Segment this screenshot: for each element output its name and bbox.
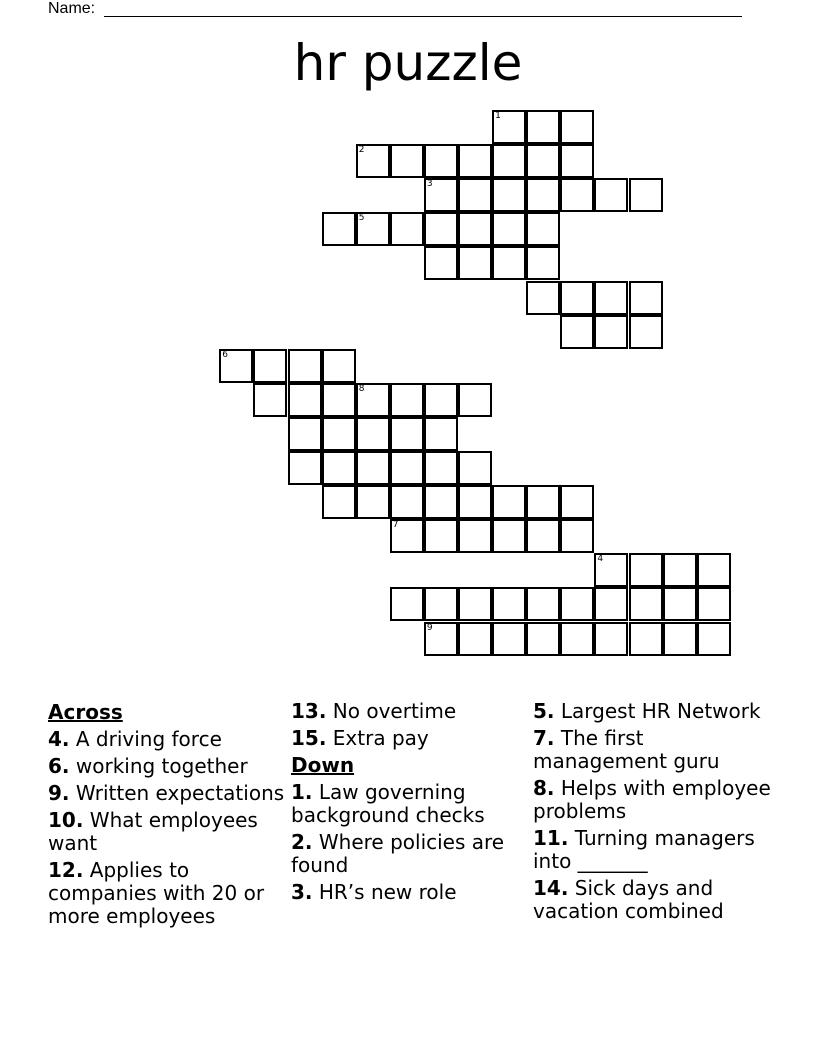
- clue-down-14: [533, 877, 773, 923]
- crossword-cell[interactable]: [390, 417, 424, 451]
- clue-text: Written expectations: [75, 781, 285, 805]
- clue-text: No overtime: [332, 699, 457, 723]
- crossword-cell[interactable]: [663, 622, 697, 656]
- crossword-cell[interactable]: [629, 178, 663, 212]
- clue-text: Law governing background checks: [291, 780, 485, 827]
- clue-text: What employees want: [48, 808, 258, 855]
- crossword-cell[interactable]: [560, 315, 594, 349]
- crossword-cell[interactable]: [560, 178, 594, 212]
- crossword-cell[interactable]: [526, 622, 560, 656]
- clue-number: 9.: [48, 781, 70, 805]
- crossword-cell[interactable]: [356, 451, 390, 485]
- crossword-cell-5[interactable]: [356, 212, 390, 246]
- crossword-cell-9[interactable]: [424, 622, 458, 656]
- crossword-cell-4[interactable]: [594, 553, 628, 587]
- clues-column-3: [533, 700, 773, 927]
- crossword-cell[interactable]: [526, 178, 560, 212]
- crossword-cell[interactable]: [390, 485, 424, 519]
- crossword-cell[interactable]: [390, 212, 424, 246]
- clue-text: HR’s new role: [318, 880, 457, 904]
- clue-down-3: [291, 881, 529, 904]
- crossword-cell[interactable]: [526, 212, 560, 246]
- crossword-cell[interactable]: [424, 383, 458, 417]
- clue-text: Sick days and vacation combined: [533, 876, 724, 923]
- clue-text: Extra pay: [332, 726, 429, 750]
- clue-text: Applies to companies with 20 or more employees: [48, 858, 265, 928]
- crossword-cell[interactable]: [424, 417, 458, 451]
- cell-number: 8: [358, 383, 365, 394]
- crossword-cell[interactable]: [629, 553, 663, 587]
- crossword-cell[interactable]: [424, 144, 458, 178]
- clue-across-4: [48, 728, 286, 751]
- crossword-cell[interactable]: [629, 587, 663, 621]
- crossword-cell[interactable]: [458, 383, 492, 417]
- crossword-cell[interactable]: [526, 144, 560, 178]
- crossword-cell[interactable]: [322, 451, 356, 485]
- clue-across-9: [48, 782, 286, 805]
- cell-number: 2: [358, 145, 365, 156]
- crossword-cell[interactable]: [526, 519, 560, 553]
- crossword-cell[interactable]: [322, 212, 356, 246]
- clue-number: 2.: [291, 830, 313, 854]
- clue-text: Turning managers into _______: [533, 826, 755, 873]
- crossword-cell[interactable]: [629, 622, 663, 656]
- clue-number: 6.: [48, 754, 70, 778]
- crossword-cell[interactable]: [594, 281, 628, 315]
- clue-number: 12.: [48, 858, 84, 882]
- crossword-cell[interactable]: [560, 485, 594, 519]
- crossword-cell-6[interactable]: [219, 349, 253, 383]
- cell-number: 1: [495, 111, 501, 121]
- crossword-cell[interactable]: [458, 519, 492, 553]
- clue-text: Helps with employee problems: [533, 776, 771, 823]
- crossword-cell[interactable]: [253, 349, 287, 383]
- crossword-cell[interactable]: [288, 451, 322, 485]
- crossword-cell-2[interactable]: [356, 144, 390, 178]
- crossword-cell[interactable]: [492, 212, 526, 246]
- clue-text: Where policies are found: [291, 830, 505, 877]
- crossword-cell-1[interactable]: [492, 110, 526, 144]
- cell-number: 9: [426, 622, 433, 633]
- crossword-cell[interactable]: [697, 587, 731, 621]
- clue-across-6: [48, 755, 286, 778]
- crossword-cell[interactable]: [560, 519, 594, 553]
- crossword-cell[interactable]: [322, 417, 356, 451]
- puzzle-title: hr puzzle: [293, 34, 523, 92]
- crossword-cell[interactable]: [424, 485, 458, 519]
- cell-number: 4: [597, 554, 604, 565]
- crossword-cell-7[interactable]: [390, 519, 424, 553]
- crossword-cell[interactable]: [424, 519, 458, 553]
- crossword-cell[interactable]: [526, 281, 560, 315]
- clue-number: 3.: [291, 880, 313, 904]
- crossword-cell[interactable]: [390, 451, 424, 485]
- clue-across-10: [48, 809, 286, 855]
- crossword-cell[interactable]: [390, 144, 424, 178]
- crossword-cell[interactable]: [492, 622, 526, 656]
- crossword-cell[interactable]: [560, 144, 594, 178]
- clue-across-12: [48, 859, 286, 928]
- down-heading: Down: [291, 753, 355, 777]
- clue-number: 1.: [291, 780, 313, 804]
- crossword-cell[interactable]: [594, 587, 628, 621]
- crossword-cell[interactable]: [458, 451, 492, 485]
- crossword-cell[interactable]: [390, 587, 424, 621]
- clue-number: 8.: [533, 776, 555, 800]
- crossword-cell[interactable]: [492, 519, 526, 553]
- clue-number: 14.: [533, 876, 569, 900]
- crossword-cell[interactable]: [594, 178, 628, 212]
- cell-number: 7: [392, 520, 399, 531]
- crossword-cell[interactable]: [322, 349, 356, 383]
- crossword-cell[interactable]: [253, 383, 287, 417]
- crossword-cell[interactable]: [424, 246, 458, 280]
- crossword-cell[interactable]: [458, 178, 492, 212]
- crossword-cell[interactable]: [663, 553, 697, 587]
- clue-text: Largest HR Network: [560, 699, 761, 723]
- clue-number: 15.: [291, 726, 327, 750]
- cell-number: 3: [426, 179, 433, 190]
- crossword-cell[interactable]: [629, 315, 663, 349]
- clue-number: 11.: [533, 826, 569, 850]
- crossword-cell-3[interactable]: [424, 178, 458, 212]
- crossword-cell[interactable]: [594, 315, 628, 349]
- crossword-cell[interactable]: [560, 587, 594, 621]
- crossword-cell[interactable]: [390, 383, 424, 417]
- clue-across-15: [291, 727, 529, 750]
- clue-across-13: [291, 700, 529, 723]
- clue-number: 4.: [48, 727, 70, 751]
- clue-down-8: [533, 777, 773, 823]
- clue-text: working together: [75, 754, 248, 778]
- clue-down-1: [291, 781, 529, 827]
- crossword-cell[interactable]: [356, 485, 390, 519]
- crossword-cell-8[interactable]: [356, 383, 390, 417]
- crossword-cell[interactable]: [492, 485, 526, 519]
- clue-down-5: [533, 700, 773, 723]
- clue-down-2: [291, 831, 529, 877]
- crossword-cell[interactable]: [629, 281, 663, 315]
- cell-number: 5: [358, 213, 365, 224]
- across-heading: Across: [48, 700, 123, 724]
- crossword-cell[interactable]: [458, 212, 492, 246]
- crossword-cell[interactable]: [424, 587, 458, 621]
- crossword-cell[interactable]: [424, 212, 458, 246]
- crossword-cell[interactable]: [458, 485, 492, 519]
- clue-number: 5.: [533, 699, 555, 723]
- crossword-cell[interactable]: [560, 110, 594, 144]
- crossword-cell[interactable]: [288, 349, 322, 383]
- crossword-cell[interactable]: [526, 246, 560, 280]
- crossword-cell[interactable]: [424, 451, 458, 485]
- cell-number: 6: [222, 349, 229, 360]
- crossword-cell[interactable]: [560, 281, 594, 315]
- clue-text: A driving force: [75, 727, 222, 751]
- clues-column-2: [291, 700, 529, 908]
- name-label: Name:: [48, 0, 96, 17]
- clue-number: 13.: [291, 699, 327, 723]
- clue-down-7: [533, 727, 773, 773]
- crossword-cell[interactable]: [526, 485, 560, 519]
- clue-down-11: [533, 827, 773, 873]
- crossword-cell[interactable]: [356, 417, 390, 451]
- clue-number: 10.: [48, 808, 84, 832]
- crossword-cell[interactable]: [322, 485, 356, 519]
- crossword-cell[interactable]: [663, 587, 697, 621]
- crossword-cell[interactable]: [560, 622, 594, 656]
- crossword-cell[interactable]: [458, 144, 492, 178]
- crossword-cell[interactable]: [288, 417, 322, 451]
- crossword-cell[interactable]: [458, 246, 492, 280]
- clue-text: The first management guru: [533, 726, 720, 773]
- crossword-cell[interactable]: [526, 587, 560, 621]
- clues-column-1: [48, 700, 286, 932]
- crossword-cell[interactable]: [492, 144, 526, 178]
- crossword-cell[interactable]: [697, 553, 731, 587]
- crossword-cell[interactable]: [594, 622, 628, 656]
- crossword-cell[interactable]: [288, 383, 322, 417]
- crossword-cell[interactable]: [492, 178, 526, 212]
- crossword-cell[interactable]: [526, 110, 560, 144]
- crossword-cell[interactable]: [322, 383, 356, 417]
- crossword-cell[interactable]: [492, 246, 526, 280]
- crossword-cell[interactable]: [458, 622, 492, 656]
- crossword-cell[interactable]: [458, 587, 492, 621]
- crossword-cell[interactable]: [697, 622, 731, 656]
- crossword-cell[interactable]: [492, 587, 526, 621]
- clue-number: 7.: [533, 726, 555, 750]
